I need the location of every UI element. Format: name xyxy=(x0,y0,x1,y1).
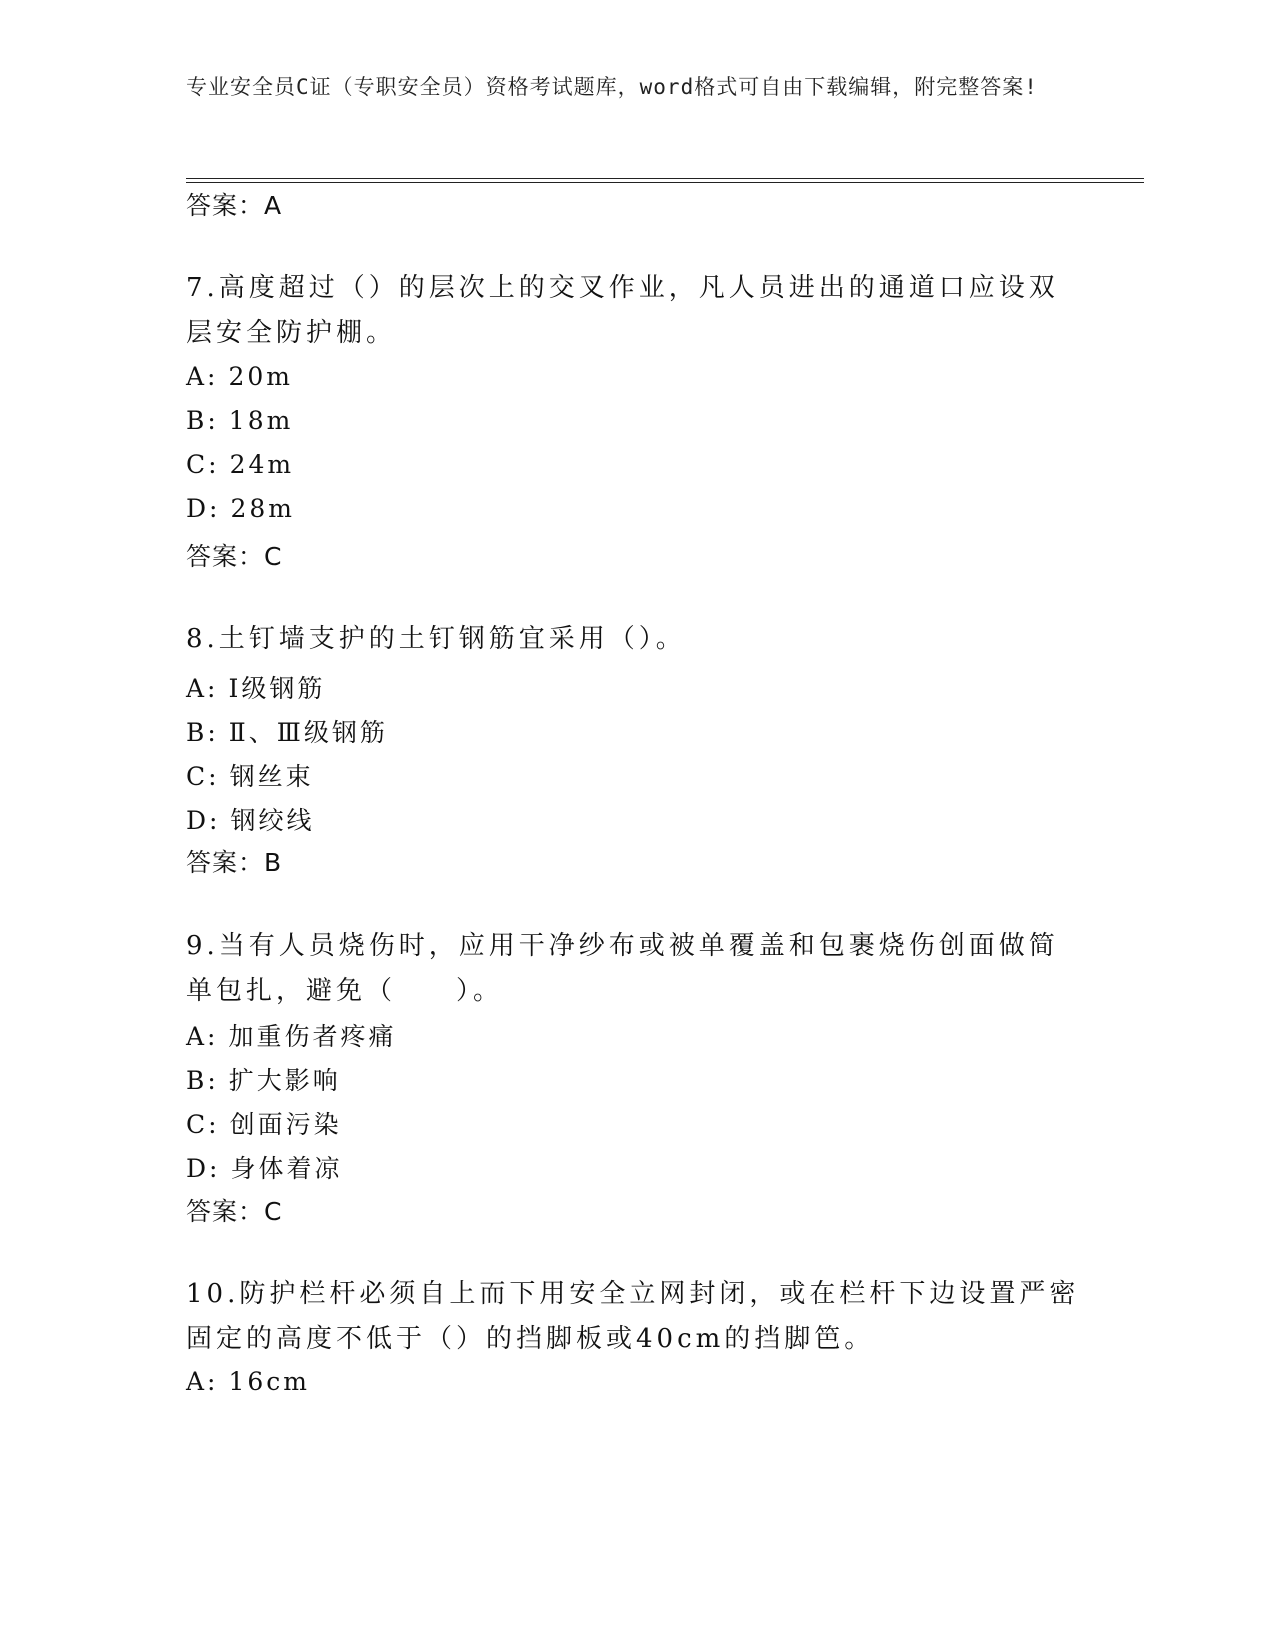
option-text: 16cm xyxy=(228,1367,311,1396)
question-8-option-c xyxy=(186,757,314,793)
option-label: C: xyxy=(186,762,220,791)
option-text: 20m xyxy=(228,362,294,391)
option-text: 钢绞线 xyxy=(230,806,315,835)
option-text: 扩大影响 xyxy=(228,1066,341,1095)
option-label: B: xyxy=(186,1066,219,1095)
option-label: A: xyxy=(186,1022,219,1051)
option-label: A: xyxy=(186,1367,219,1396)
option-text: 钢丝束 xyxy=(229,762,314,791)
question-9-option-d xyxy=(186,1149,342,1185)
question-8-text: 8.土钉墙支护的土钉钢筋宜采用（）。 xyxy=(186,624,686,654)
option-text: 18m xyxy=(228,406,294,435)
question-9-option-a xyxy=(186,1017,397,1053)
question-7-option-d xyxy=(186,494,295,523)
option-text: Ⅱ、Ⅲ级钢筋 xyxy=(228,718,388,747)
question-8-option-a xyxy=(186,669,325,705)
option-label: C: xyxy=(186,450,220,479)
option-label: B: xyxy=(186,406,219,435)
option-text: 24m xyxy=(229,450,295,479)
question-7-option-b xyxy=(186,406,293,435)
question-10-text: 10.防护栏杆必须自上而下用安全立网封闭，或在栏杆下边设置严密固定的高度不低于（）的挡脚板或40cm的挡脚笆。 xyxy=(186,1279,1080,1354)
option-label: D: xyxy=(186,494,221,523)
answer-line: 答案：A xyxy=(186,191,283,220)
question-9-text: 9.当有人员烧伤时，应用干净纱布或被单覆盖和包裹烧伤创面做简单包扎，避免（ ）。 xyxy=(186,931,1059,1006)
question-7-option-a xyxy=(186,362,293,391)
question-9-option-b xyxy=(186,1061,341,1097)
option-label: C: xyxy=(186,1110,220,1139)
question-9-answer: 答案：C xyxy=(186,1197,283,1226)
question-10-option-a xyxy=(186,1367,310,1396)
option-label: A: xyxy=(186,674,219,703)
option-label: D: xyxy=(186,1154,221,1183)
question-7-answer: 答案：C xyxy=(186,542,283,571)
option-text: 创面污染 xyxy=(229,1110,342,1139)
option-text: Ⅰ级钢筋 xyxy=(228,674,326,703)
question-8-option-d xyxy=(186,801,314,837)
option-text: 28m xyxy=(230,494,295,523)
question-8-answer: 答案：B xyxy=(186,848,283,877)
option-label: D: xyxy=(186,806,221,835)
question-9-option-c xyxy=(186,1105,342,1141)
question-7-option-c xyxy=(186,450,294,479)
question-8-option-b xyxy=(186,713,388,749)
option-label: B: xyxy=(186,718,219,747)
option-text: 加重伤者疼痛 xyxy=(228,1022,397,1051)
question-7-text: 7.高度超过（）的层次上的交叉作业，凡人员进出的通道口应设双层安全防护棚。 xyxy=(186,273,1059,348)
header-divider-bottom xyxy=(186,182,1144,183)
option-label: A: xyxy=(186,362,219,391)
document-header: 专业安全员C证（专职安全员）资格考试题库，word格式可自由下载编辑，附完整答案! xyxy=(186,75,1038,99)
option-text: 身体着凉 xyxy=(230,1154,343,1183)
header-divider-top xyxy=(186,178,1144,179)
